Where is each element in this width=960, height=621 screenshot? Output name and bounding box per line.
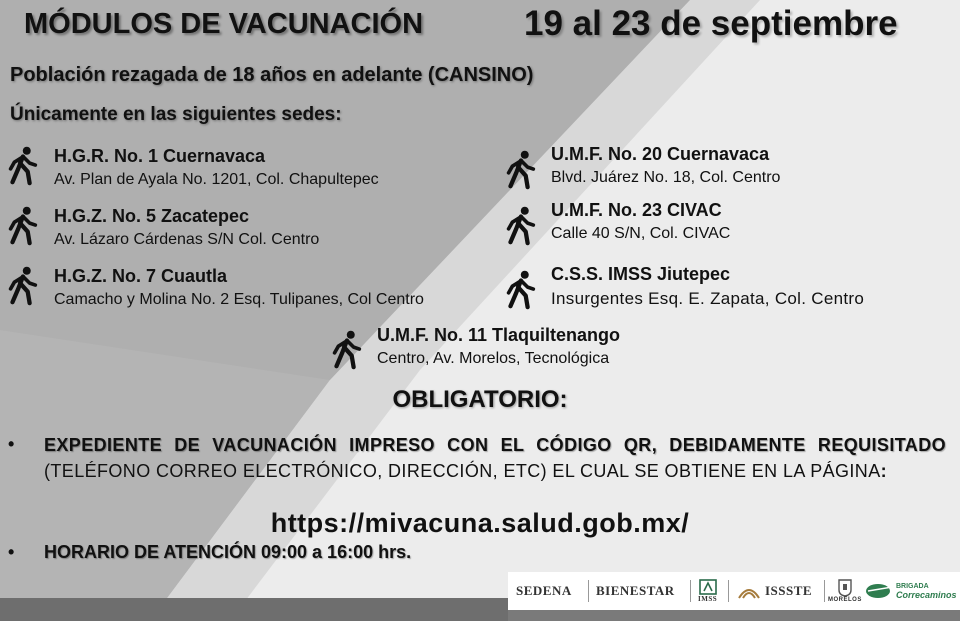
site-address: Av. Plan de Ayala No. 1201, Col. Chapultepec xyxy=(54,171,379,188)
site-name: H.G.Z. No. 5 Zacatepec xyxy=(54,206,250,226)
site-address: Camacho y Molina No. 2 Esq. Tulipanes, Col Centro xyxy=(54,291,424,308)
bottom-bar xyxy=(0,598,508,621)
sedena-logo: SEDENA xyxy=(516,583,572,598)
requirement-record xyxy=(44,432,946,484)
bullet-marker: • xyxy=(8,434,15,454)
vaccine-website-url[interactable]: https://mivacuna.salud.gob.mx/ xyxy=(270,508,690,538)
walking-person-icon xyxy=(6,206,38,246)
brigada-correcaminos-logo: BRIGADA Correcaminos xyxy=(864,572,957,610)
bullet-marker: • xyxy=(8,542,15,562)
page-title: MÓDULOS DE VACUNACIÓN xyxy=(24,8,424,40)
imss-logo: IMSS xyxy=(698,572,717,610)
site-name: H.G.R. No. 1 Cuernavaca xyxy=(54,146,266,166)
mandatory-heading: OBLIGATORIO: xyxy=(392,386,568,413)
requirement-colon: : xyxy=(880,461,888,481)
bienestar-logo: BIENESTAR xyxy=(596,583,675,598)
site-name: H.G.Z. No. 7 Cuautla xyxy=(54,266,228,286)
site-name: U.M.F. No. 20 Cuernavaca xyxy=(551,144,770,164)
site-name: C.S.S. IMSS Jiutepec xyxy=(551,264,731,284)
walking-person-icon xyxy=(504,150,536,190)
site-name: U.M.F. No. 23 CIVAC xyxy=(551,200,722,220)
walking-person-icon xyxy=(330,330,362,370)
site-address: Blvd. Juárez No. 18, Col. Centro xyxy=(551,169,781,186)
site-address: Av. Lázaro Cárdenas S/N Col. Centro xyxy=(54,231,320,248)
issste-logo: ISSSTE xyxy=(736,572,812,610)
site-name: U.M.F. No. 11 Tlaquiltenango xyxy=(377,325,621,345)
requirement-record-bold: EXPEDIENTE DE VACUNACIÓN IMPRESO CON EL CÓDIGO QR, DEBIDAMENTE REQUISITADO xyxy=(44,435,946,455)
site-address: Insurgentes Esq. E. Zapata, Col. Centro xyxy=(551,289,865,308)
site-address: Centro, Av. Morelos, Tecnológica xyxy=(377,350,610,367)
opening-hours: HORARIO DE ATENCIÓN 09:00 a 16:00 hrs. xyxy=(44,542,412,562)
walking-person-icon xyxy=(504,270,536,310)
target-population: Población rezagada de 18 años en adelante (CANSINO) xyxy=(10,64,534,86)
morelos-logo: MORELOS xyxy=(828,572,862,610)
bottom-bar-right xyxy=(508,610,960,621)
site-address: Calle 40 S/N, Col. CIVAC xyxy=(551,225,731,242)
morelos-shield-icon xyxy=(837,579,853,597)
footer-logos xyxy=(508,572,960,610)
walking-person-icon xyxy=(6,146,38,186)
imss-emblem-icon xyxy=(699,579,717,595)
date-range: 19 al 23 de septiembre xyxy=(524,4,898,43)
issste-emblem-icon xyxy=(736,580,762,602)
requirement-record-detail: (TELÉFONO CORREO ELECTRÓNICO, DIRECCIÓN, ETC) EL CUAL SE OBTIENE EN LA PÁGINA xyxy=(44,461,881,481)
walking-person-icon xyxy=(504,206,536,246)
sites-heading: Únicamente en las siguientes sedes: xyxy=(10,104,342,125)
roadrunner-icon xyxy=(864,581,894,601)
walking-person-icon xyxy=(6,266,38,306)
